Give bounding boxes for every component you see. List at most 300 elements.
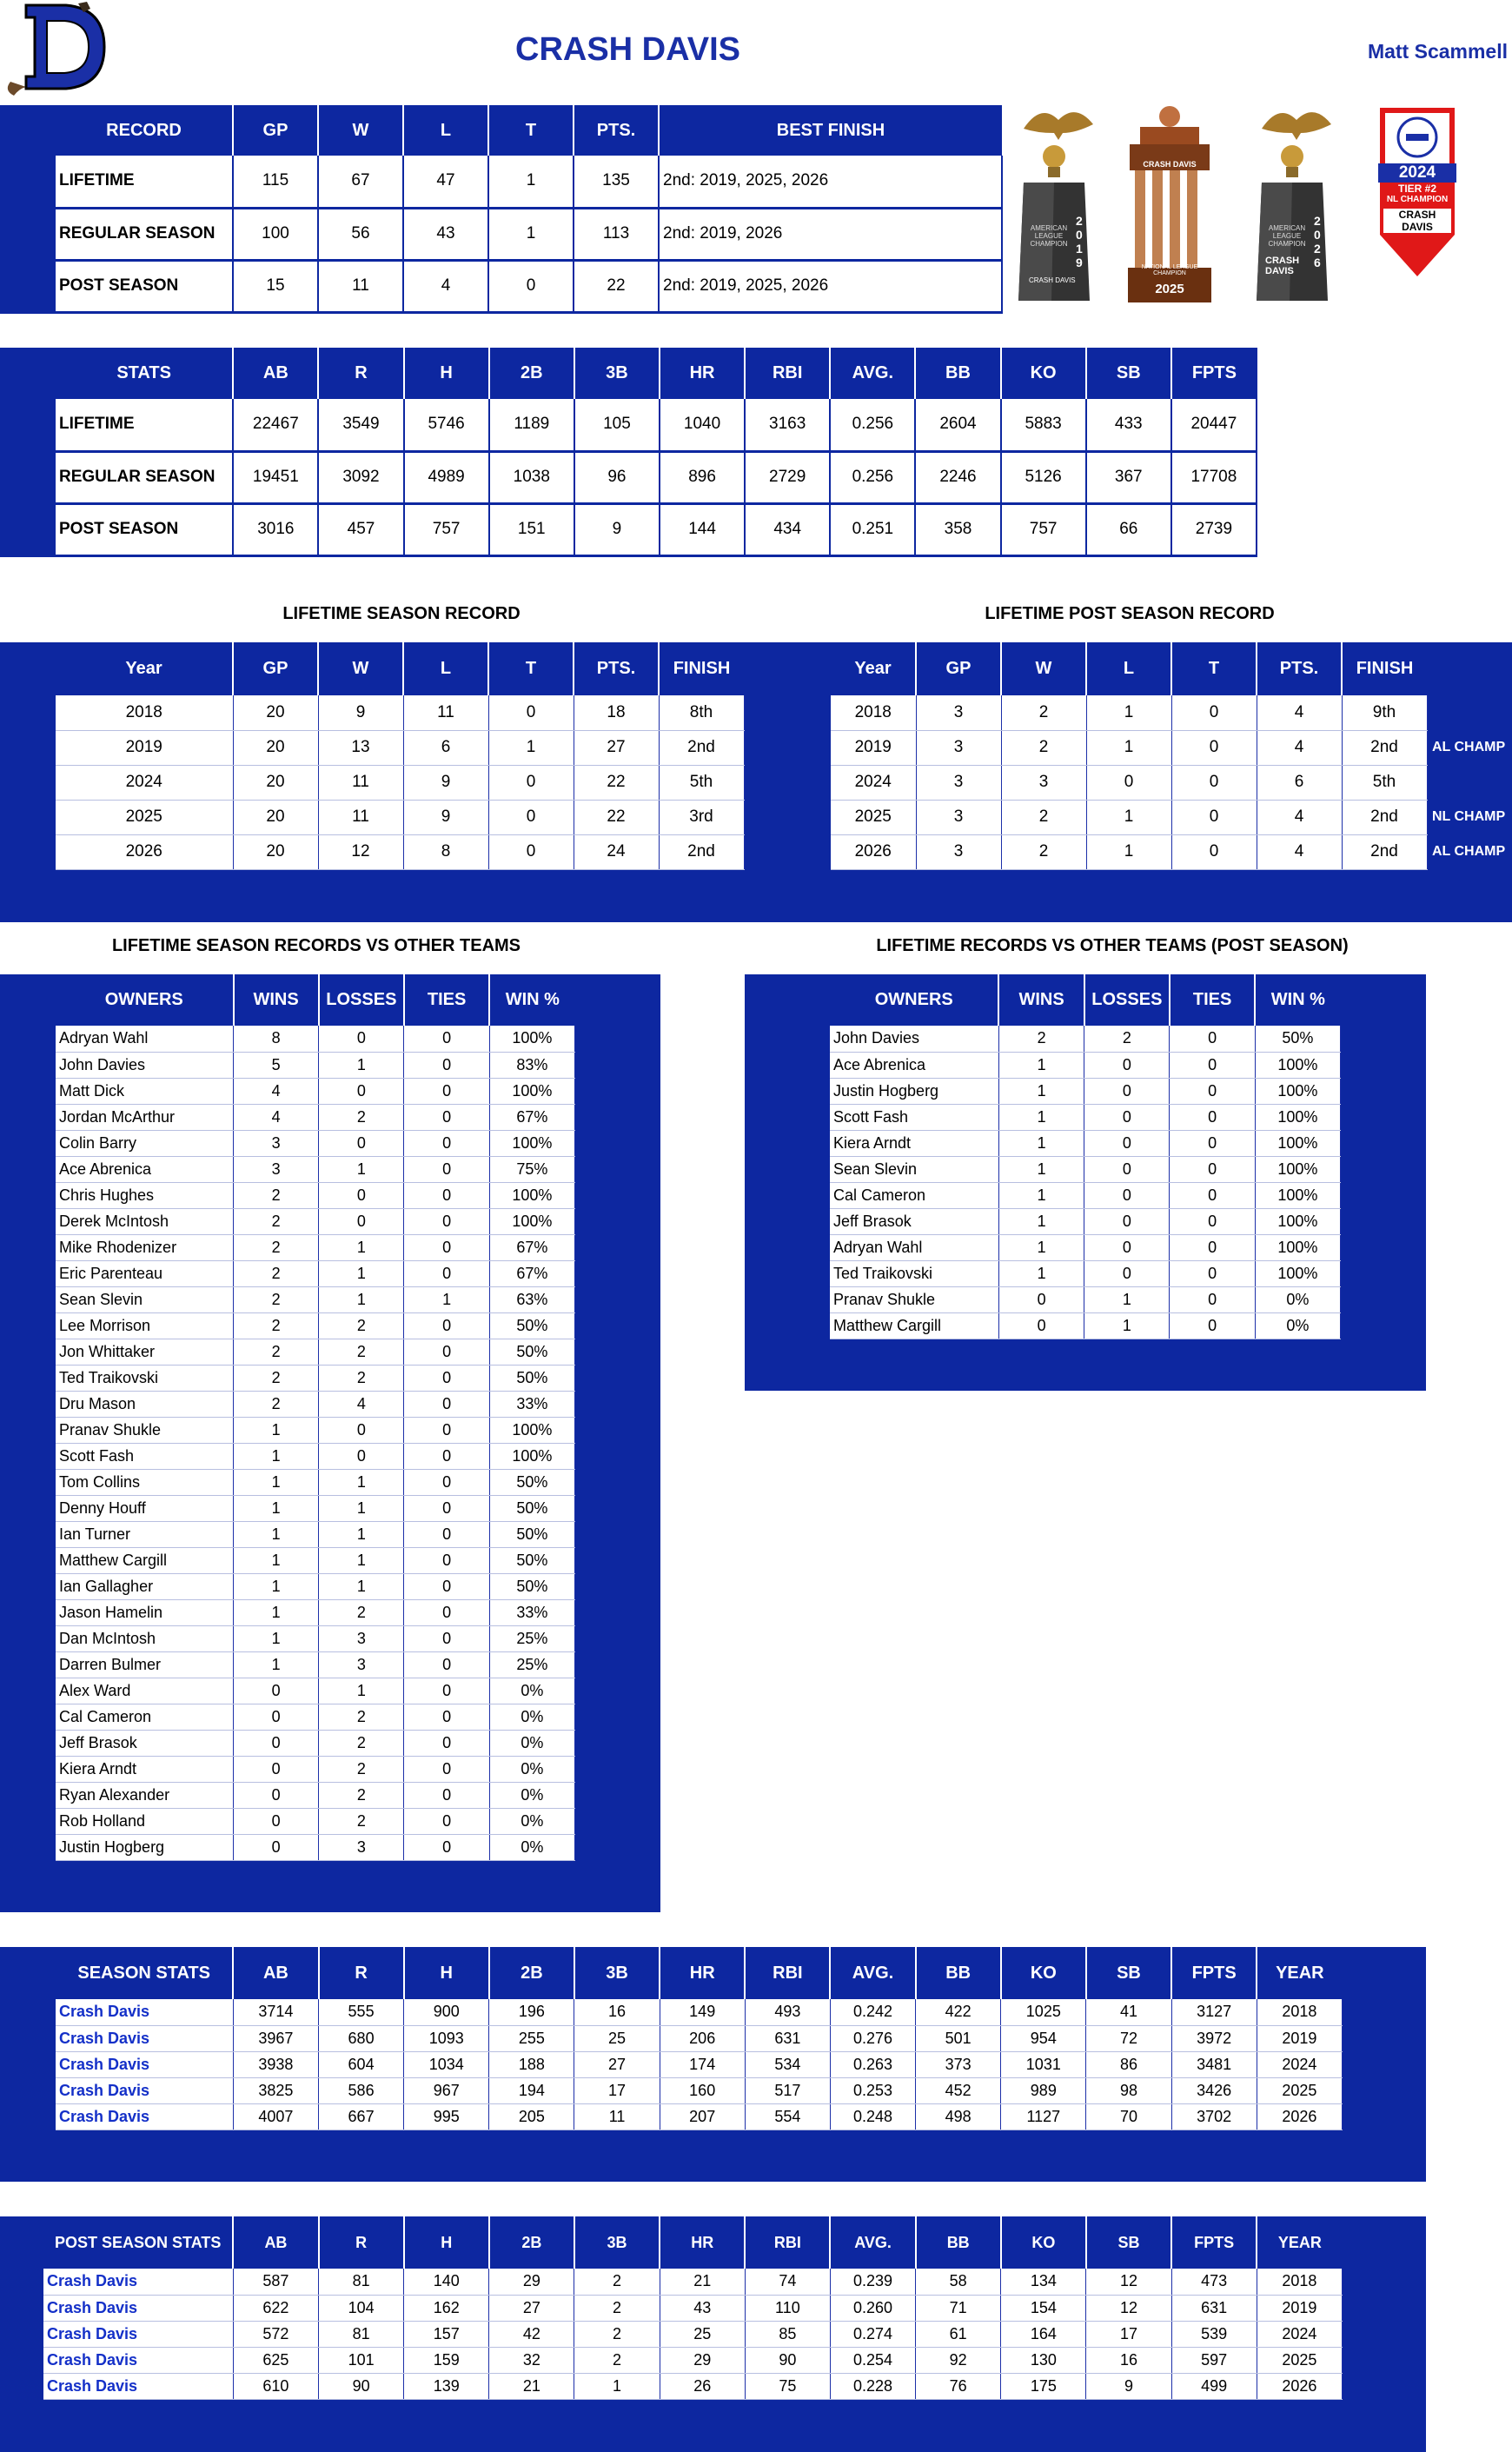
table-cell: 2 bbox=[234, 1182, 319, 1208]
table-cell: 680 bbox=[319, 2025, 404, 2051]
post-stats-header: HR bbox=[660, 2216, 745, 2269]
table-cell: 422 bbox=[916, 1999, 1001, 2025]
table-cell: 2739 bbox=[1171, 503, 1257, 555]
table-cell: 66 bbox=[1086, 503, 1171, 555]
table-cell: 100% bbox=[489, 1443, 574, 1469]
table-cell: 554 bbox=[745, 2103, 830, 2130]
table-cell: 0 bbox=[1171, 730, 1257, 765]
table-cell: 2 bbox=[319, 1756, 404, 1782]
table-cell: 160 bbox=[660, 2077, 745, 2103]
table-cell: 896 bbox=[660, 451, 745, 503]
table-cell: 1 bbox=[319, 1052, 404, 1078]
table-cell: 0 bbox=[404, 1521, 489, 1547]
post-stats-header: 2B bbox=[489, 2216, 574, 2269]
table-cell: 9 bbox=[318, 695, 403, 730]
table-cell: 2026 bbox=[1257, 2103, 1342, 2130]
table-cell: 2nd bbox=[1342, 730, 1427, 765]
logo-graphic bbox=[2, 2, 113, 99]
table-cell: 100% bbox=[1255, 1078, 1340, 1104]
table-cell: 3938 bbox=[233, 2051, 318, 2077]
vs-season-header: LOSSES bbox=[319, 974, 404, 1026]
table-cell: 555 bbox=[319, 1999, 404, 2025]
table-cell: 96 bbox=[574, 451, 660, 503]
table-cell: 631 bbox=[745, 2025, 830, 2051]
table-cell: 1 bbox=[998, 1182, 1084, 1208]
vs-post-title: LIFETIME RECORDS VS OTHER TEAMS (POST SEASON) bbox=[876, 936, 1349, 955]
post-stats-header: SB bbox=[1086, 2216, 1171, 2269]
svg-text:D: D bbox=[5, 12, 12, 22]
table-row bbox=[56, 1156, 575, 1182]
record-table-header: GP bbox=[233, 105, 318, 156]
season-record-header: T bbox=[488, 642, 574, 695]
table-row bbox=[56, 1130, 575, 1156]
table-cell: 2nd bbox=[1342, 800, 1427, 834]
season-stats-header: R bbox=[319, 1947, 404, 1999]
table-cell: Dru Mason bbox=[56, 1391, 234, 1417]
table-cell: 0% bbox=[489, 1834, 574, 1860]
table-cell: Crash Davis bbox=[56, 2077, 233, 2103]
table-cell: 74 bbox=[745, 2269, 830, 2295]
table-cell: 27 bbox=[574, 730, 659, 765]
table-cell: 3714 bbox=[233, 1999, 318, 2025]
table-cell: 3163 bbox=[745, 399, 830, 451]
table-cell: 2 bbox=[1001, 730, 1086, 765]
table-row bbox=[56, 2051, 1343, 2077]
stats-table bbox=[56, 348, 1257, 557]
table-cell: 3 bbox=[916, 695, 1001, 730]
table-row bbox=[56, 2077, 1343, 2103]
post-record-header: L bbox=[1086, 642, 1171, 695]
table-cell: 2024 bbox=[1257, 2321, 1342, 2347]
table-cell: 0 bbox=[1170, 1104, 1255, 1130]
table-cell: 9 bbox=[403, 765, 488, 800]
table-cell: 16 bbox=[574, 1999, 660, 2025]
table-cell: 157 bbox=[404, 2321, 489, 2347]
table-cell: 3 bbox=[234, 1156, 319, 1182]
season-record-table bbox=[56, 642, 745, 870]
table-row bbox=[830, 1078, 1341, 1104]
table-cell: 12 bbox=[1086, 2269, 1171, 2295]
vs-season-header: TIES bbox=[404, 974, 489, 1026]
table-cell: 0% bbox=[489, 1704, 574, 1730]
table-cell: 2nd bbox=[659, 834, 744, 869]
table-cell: 0 bbox=[1170, 1026, 1255, 1052]
stats-table-header: STATS bbox=[56, 348, 233, 399]
table-cell: 100% bbox=[489, 1130, 574, 1156]
stats-table-header: H bbox=[404, 348, 489, 399]
table-cell: Jason Hamelin bbox=[56, 1599, 234, 1625]
table-cell: 1 bbox=[1086, 834, 1171, 869]
table-cell: LIFETIME bbox=[56, 156, 233, 208]
table-cell: 0 bbox=[404, 1756, 489, 1782]
post-stats-header: YEAR bbox=[1257, 2216, 1342, 2269]
table-cell: 50% bbox=[489, 1573, 574, 1599]
table-cell: 196 bbox=[489, 1999, 574, 2025]
table-cell: 0 bbox=[404, 1651, 489, 1678]
table-cell: Chris Hughes bbox=[56, 1182, 234, 1208]
table-cell: 1 bbox=[319, 1495, 404, 1521]
table-cell: 50% bbox=[489, 1312, 574, 1339]
table-row bbox=[830, 1026, 1341, 1052]
table-cell: 1 bbox=[319, 1521, 404, 1547]
table-cell: 0 bbox=[404, 1704, 489, 1730]
table-cell: Ted Traikovski bbox=[56, 1365, 234, 1391]
table-row bbox=[56, 1834, 575, 1860]
table-cell: 1 bbox=[319, 1469, 404, 1495]
table-cell: 1 bbox=[998, 1130, 1084, 1156]
table-cell: 517 bbox=[745, 2077, 830, 2103]
table-cell: 2 bbox=[319, 1104, 404, 1130]
table-cell: 1 bbox=[488, 208, 574, 260]
table-cell: 1 bbox=[319, 1547, 404, 1573]
table-cell: Crash Davis bbox=[43, 2347, 233, 2373]
table-cell: 3127 bbox=[1171, 1999, 1257, 2025]
table-cell: 100% bbox=[489, 1182, 574, 1208]
table-cell: 0 bbox=[1171, 834, 1257, 869]
table-row bbox=[830, 1208, 1341, 1234]
table-cell: Jeff Brasok bbox=[830, 1208, 998, 1234]
table-cell: 2 bbox=[234, 1365, 319, 1391]
table-cell: 0 bbox=[1084, 1130, 1170, 1156]
table-cell: 0 bbox=[1084, 1208, 1170, 1234]
table-cell: 2nd: 2019, 2025, 2026 bbox=[659, 260, 1002, 312]
table-cell: 8 bbox=[234, 1026, 319, 1052]
table-cell: 24 bbox=[574, 834, 659, 869]
table-cell: 4 bbox=[1257, 730, 1342, 765]
table-cell: 175 bbox=[1001, 2373, 1086, 2399]
vs-season-header: WINS bbox=[234, 974, 319, 1026]
table-cell: 22467 bbox=[233, 399, 318, 451]
table-cell: 0 bbox=[1170, 1286, 1255, 1312]
table-row bbox=[56, 834, 744, 869]
table-cell: 3 bbox=[319, 1625, 404, 1651]
table-cell: Crash Davis bbox=[43, 2321, 233, 2347]
table-cell: 1 bbox=[998, 1234, 1084, 1260]
table-row bbox=[56, 399, 1257, 451]
table-cell: 21 bbox=[660, 2269, 745, 2295]
table-cell: 367 bbox=[1086, 451, 1171, 503]
table-cell: 0 bbox=[1086, 765, 1171, 800]
table-cell: 100% bbox=[1255, 1052, 1340, 1078]
table-row bbox=[56, 765, 744, 800]
table-cell: Kiera Arndt bbox=[830, 1130, 998, 1156]
table-cell: 115 bbox=[233, 156, 318, 208]
table-row bbox=[56, 1026, 575, 1052]
table-cell: Sean Slevin bbox=[830, 1156, 998, 1182]
table-cell: 0 bbox=[234, 1782, 319, 1808]
table-cell: 2026 bbox=[1257, 2373, 1342, 2399]
table-cell: 105 bbox=[574, 399, 660, 451]
table-cell: 42 bbox=[489, 2321, 574, 2347]
table-cell: 2 bbox=[1084, 1026, 1170, 1052]
table-cell: 1093 bbox=[404, 2025, 489, 2051]
table-cell: 1 bbox=[234, 1469, 319, 1495]
table-cell: 75 bbox=[745, 2373, 830, 2399]
table-cell: 0 bbox=[1170, 1156, 1255, 1182]
table-cell: 20447 bbox=[1171, 399, 1257, 451]
table-cell: 1 bbox=[319, 1678, 404, 1704]
table-cell: 29 bbox=[660, 2347, 745, 2373]
season-stats-header: AB bbox=[233, 1947, 318, 1999]
table-cell: 0 bbox=[404, 1182, 489, 1208]
table-cell: Colin Barry bbox=[56, 1130, 234, 1156]
table-cell: 0 bbox=[404, 1391, 489, 1417]
table-cell: 20 bbox=[233, 765, 318, 800]
table-row bbox=[43, 2321, 1343, 2347]
stats-table-header: 3B bbox=[574, 348, 660, 399]
table-cell: 4 bbox=[1257, 800, 1342, 834]
table-row bbox=[56, 1286, 575, 1312]
table-cell: 0 bbox=[319, 1182, 404, 1208]
table-cell: 0 bbox=[404, 1365, 489, 1391]
table-cell: Matt Dick bbox=[56, 1078, 234, 1104]
season-record-header: PTS. bbox=[574, 642, 659, 695]
vs-post-header: WIN % bbox=[1255, 974, 1340, 1026]
table-cell: 0 bbox=[1084, 1078, 1170, 1104]
table-row bbox=[830, 1286, 1341, 1312]
table-cell: 43 bbox=[660, 2295, 745, 2321]
table-cell: Adryan Wahl bbox=[830, 1234, 998, 1260]
table-cell: 452 bbox=[916, 2077, 1001, 2103]
table-cell: 2 bbox=[234, 1234, 319, 1260]
table-cell: 0 bbox=[404, 1052, 489, 1078]
table-cell: 0 bbox=[1170, 1078, 1255, 1104]
table-cell: 50% bbox=[489, 1365, 574, 1391]
table-cell: 3 bbox=[916, 730, 1001, 765]
table-cell: 0 bbox=[1170, 1182, 1255, 1208]
record-table-header: W bbox=[318, 105, 403, 156]
table-cell: 2018 bbox=[1257, 1999, 1342, 2025]
table-cell: 0 bbox=[319, 1026, 404, 1052]
table-cell: 1031 bbox=[1001, 2051, 1086, 2077]
season-record-header: Year bbox=[56, 642, 233, 695]
post-stats-header: POST SEASON STATS bbox=[43, 2216, 233, 2269]
season-stats-header: AVG. bbox=[830, 1947, 915, 1999]
table-cell: 100% bbox=[1255, 1130, 1340, 1156]
season-stats-header: 2B bbox=[489, 1947, 574, 1999]
table-cell: 174 bbox=[660, 2051, 745, 2077]
season-record-header: GP bbox=[233, 642, 318, 695]
table-cell: 100% bbox=[489, 1026, 574, 1052]
stats-table-header: RBI bbox=[745, 348, 830, 399]
table-row bbox=[56, 1678, 575, 1704]
table-cell: 72 bbox=[1086, 2025, 1171, 2051]
table-cell: 3rd bbox=[659, 800, 744, 834]
trophy-al-2019: AMERICAN LEAGUE CHAMPION 2019 CRASH DAVIS bbox=[1006, 103, 1102, 304]
table-row bbox=[56, 1730, 575, 1756]
table-cell: 5th bbox=[1342, 765, 1427, 800]
table-cell: 25% bbox=[489, 1625, 574, 1651]
table-cell: 2nd: 2019, 2026 bbox=[659, 208, 1002, 260]
table-cell: 0.276 bbox=[830, 2025, 915, 2051]
table-cell: 3 bbox=[319, 1834, 404, 1860]
table-cell: 0 bbox=[1171, 695, 1257, 730]
table-cell: 56 bbox=[318, 208, 403, 260]
stats-table-header: AVG. bbox=[830, 348, 915, 399]
table-cell: 100% bbox=[489, 1208, 574, 1234]
table-cell: 0 bbox=[404, 1678, 489, 1704]
table-cell: Adryan Wahl bbox=[56, 1026, 234, 1052]
table-cell: 0 bbox=[404, 1234, 489, 1260]
table-cell: 0% bbox=[489, 1782, 574, 1808]
stats-table-header: FPTS bbox=[1171, 348, 1257, 399]
table-cell: 139 bbox=[404, 2373, 489, 2399]
table-cell: 33% bbox=[489, 1599, 574, 1625]
vs-post-header: OWNERS bbox=[830, 974, 998, 1026]
table-cell: Eric Parenteau bbox=[56, 1260, 234, 1286]
table-cell: 17 bbox=[574, 2077, 660, 2103]
table-cell: 493 bbox=[745, 1999, 830, 2025]
season-record-header: W bbox=[318, 642, 403, 695]
table-cell: 100% bbox=[1255, 1182, 1340, 1208]
table-cell: 3426 bbox=[1171, 2077, 1257, 2103]
table-cell: 1 bbox=[234, 1417, 319, 1443]
table-cell: 0% bbox=[489, 1678, 574, 1704]
table-cell: 151 bbox=[489, 503, 574, 555]
table-cell: 457 bbox=[318, 503, 403, 555]
table-cell: 0.263 bbox=[830, 2051, 915, 2077]
table-cell: 0 bbox=[1170, 1208, 1255, 1234]
season-record-title: LIFETIME SEASON RECORD bbox=[282, 604, 521, 623]
table-cell: 499 bbox=[1171, 2373, 1257, 2399]
table-cell: 13 bbox=[318, 730, 403, 765]
table-cell: 0.239 bbox=[830, 2269, 915, 2295]
table-cell: 16 bbox=[1086, 2347, 1171, 2373]
table-cell: 67% bbox=[489, 1234, 574, 1260]
table-cell: 2024 bbox=[1257, 2051, 1342, 2077]
table-cell: 58 bbox=[916, 2269, 1001, 2295]
table-cell: 0 bbox=[234, 1808, 319, 1834]
table-cell: 104 bbox=[319, 2295, 404, 2321]
table-cell: 5746 bbox=[404, 399, 489, 451]
post-record-header: GP bbox=[916, 642, 1001, 695]
table-row bbox=[831, 730, 1427, 765]
table-cell: 2026 bbox=[831, 834, 916, 869]
table-cell: 1 bbox=[488, 156, 574, 208]
table-row bbox=[56, 1104, 575, 1130]
table-cell: 164 bbox=[1001, 2321, 1086, 2347]
table-cell: 0 bbox=[488, 834, 574, 869]
table-cell: 2729 bbox=[745, 451, 830, 503]
table-row bbox=[56, 451, 1257, 503]
table-cell: 100% bbox=[1255, 1104, 1340, 1130]
table-cell: 140 bbox=[404, 2269, 489, 2295]
table-cell: Ace Abrenica bbox=[56, 1156, 234, 1182]
table-cell: 2 bbox=[319, 1808, 404, 1834]
table-cell: 18 bbox=[574, 695, 659, 730]
table-cell: 0 bbox=[1084, 1052, 1170, 1078]
table-row bbox=[56, 800, 744, 834]
table-cell: 1 bbox=[488, 730, 574, 765]
table-cell: 1038 bbox=[489, 451, 574, 503]
table-cell: 3 bbox=[1001, 765, 1086, 800]
post-stats-header: RBI bbox=[745, 2216, 830, 2269]
post-stats-table bbox=[43, 2216, 1343, 2400]
table-row bbox=[56, 695, 744, 730]
post-stats-header: FPTS bbox=[1171, 2216, 1257, 2269]
table-cell: 2 bbox=[1001, 834, 1086, 869]
table-cell: Pranav Shukle bbox=[830, 1286, 998, 1312]
table-cell: Rob Holland bbox=[56, 1808, 234, 1834]
table-cell: 50% bbox=[489, 1547, 574, 1573]
table-cell: 2 bbox=[574, 2321, 660, 2347]
season-stats-header: HR bbox=[660, 1947, 745, 1999]
table-cell: 0 bbox=[404, 1782, 489, 1808]
table-cell: 50% bbox=[489, 1469, 574, 1495]
table-cell: 0 bbox=[1084, 1234, 1170, 1260]
table-row bbox=[831, 695, 1427, 730]
table-cell: 43 bbox=[403, 208, 488, 260]
table-cell: 1 bbox=[319, 1573, 404, 1599]
table-cell: 0 bbox=[404, 1104, 489, 1130]
table-cell: Jon Whittaker bbox=[56, 1339, 234, 1365]
table-cell: 0% bbox=[1255, 1312, 1340, 1339]
table-cell: 4 bbox=[1257, 695, 1342, 730]
table-row bbox=[56, 1782, 575, 1808]
vs-post-header: TIES bbox=[1170, 974, 1255, 1026]
table-cell: 3 bbox=[916, 765, 1001, 800]
table-cell: 1 bbox=[998, 1104, 1084, 1130]
table-cell: 20 bbox=[233, 695, 318, 730]
table-cell: Justin Hogberg bbox=[56, 1834, 234, 1860]
table-cell: 498 bbox=[916, 2103, 1001, 2130]
table-cell: Crash Davis bbox=[43, 2269, 233, 2295]
table-cell: 1040 bbox=[660, 399, 745, 451]
post-stats-header: KO bbox=[1001, 2216, 1086, 2269]
table-cell: 0 bbox=[319, 1130, 404, 1156]
table-row bbox=[830, 1182, 1341, 1208]
table-cell: 0.260 bbox=[830, 2295, 915, 2321]
table-cell: 27 bbox=[574, 2051, 660, 2077]
table-row bbox=[56, 1469, 575, 1495]
table-cell: 100 bbox=[233, 208, 318, 260]
table-cell: 12 bbox=[318, 834, 403, 869]
table-cell: 19451 bbox=[233, 451, 318, 503]
table-cell: 61 bbox=[916, 2321, 1001, 2347]
table-cell: 0 bbox=[488, 260, 574, 312]
table-cell: 25% bbox=[489, 1651, 574, 1678]
table-cell: 0.256 bbox=[830, 451, 915, 503]
table-cell: 900 bbox=[404, 1999, 489, 2025]
table-cell: Ace Abrenica bbox=[830, 1052, 998, 1078]
table-cell: 1 bbox=[574, 2373, 660, 2399]
table-cell: 0 bbox=[1170, 1052, 1255, 1078]
table-cell: 1 bbox=[1084, 1286, 1170, 1312]
table-cell: 2 bbox=[998, 1026, 1084, 1052]
table-cell: 20 bbox=[233, 730, 318, 765]
table-cell: 101 bbox=[319, 2347, 404, 2373]
table-row bbox=[56, 2103, 1343, 2130]
table-cell: Pranav Shukle bbox=[56, 1417, 234, 1443]
table-cell: 92 bbox=[916, 2347, 1001, 2373]
table-cell: 0 bbox=[234, 1834, 319, 1860]
table-cell: 587 bbox=[233, 2269, 318, 2295]
table-cell: 2 bbox=[319, 1782, 404, 1808]
table-cell: 1 bbox=[319, 1156, 404, 1182]
table-cell: 2019 bbox=[1257, 2295, 1342, 2321]
trophy-nl-2025: CRASH DAVIS NATIONAL LEAGUE CHAMPION 2025 bbox=[1121, 103, 1218, 304]
table-cell: 100% bbox=[489, 1078, 574, 1104]
table-cell: 206 bbox=[660, 2025, 745, 2051]
table-cell: 98 bbox=[1086, 2077, 1171, 2103]
table-cell: 20 bbox=[233, 800, 318, 834]
post-stats-header: H bbox=[404, 2216, 489, 2269]
table-row bbox=[830, 1156, 1341, 1182]
table-cell: 76 bbox=[916, 2373, 1001, 2399]
table-cell: 0.254 bbox=[830, 2347, 915, 2373]
table-cell: 1 bbox=[234, 1573, 319, 1599]
trophy-al-2026: AMERICAN LEAGUE CHAMPION 2026 CRASH DAVIS bbox=[1244, 103, 1340, 304]
